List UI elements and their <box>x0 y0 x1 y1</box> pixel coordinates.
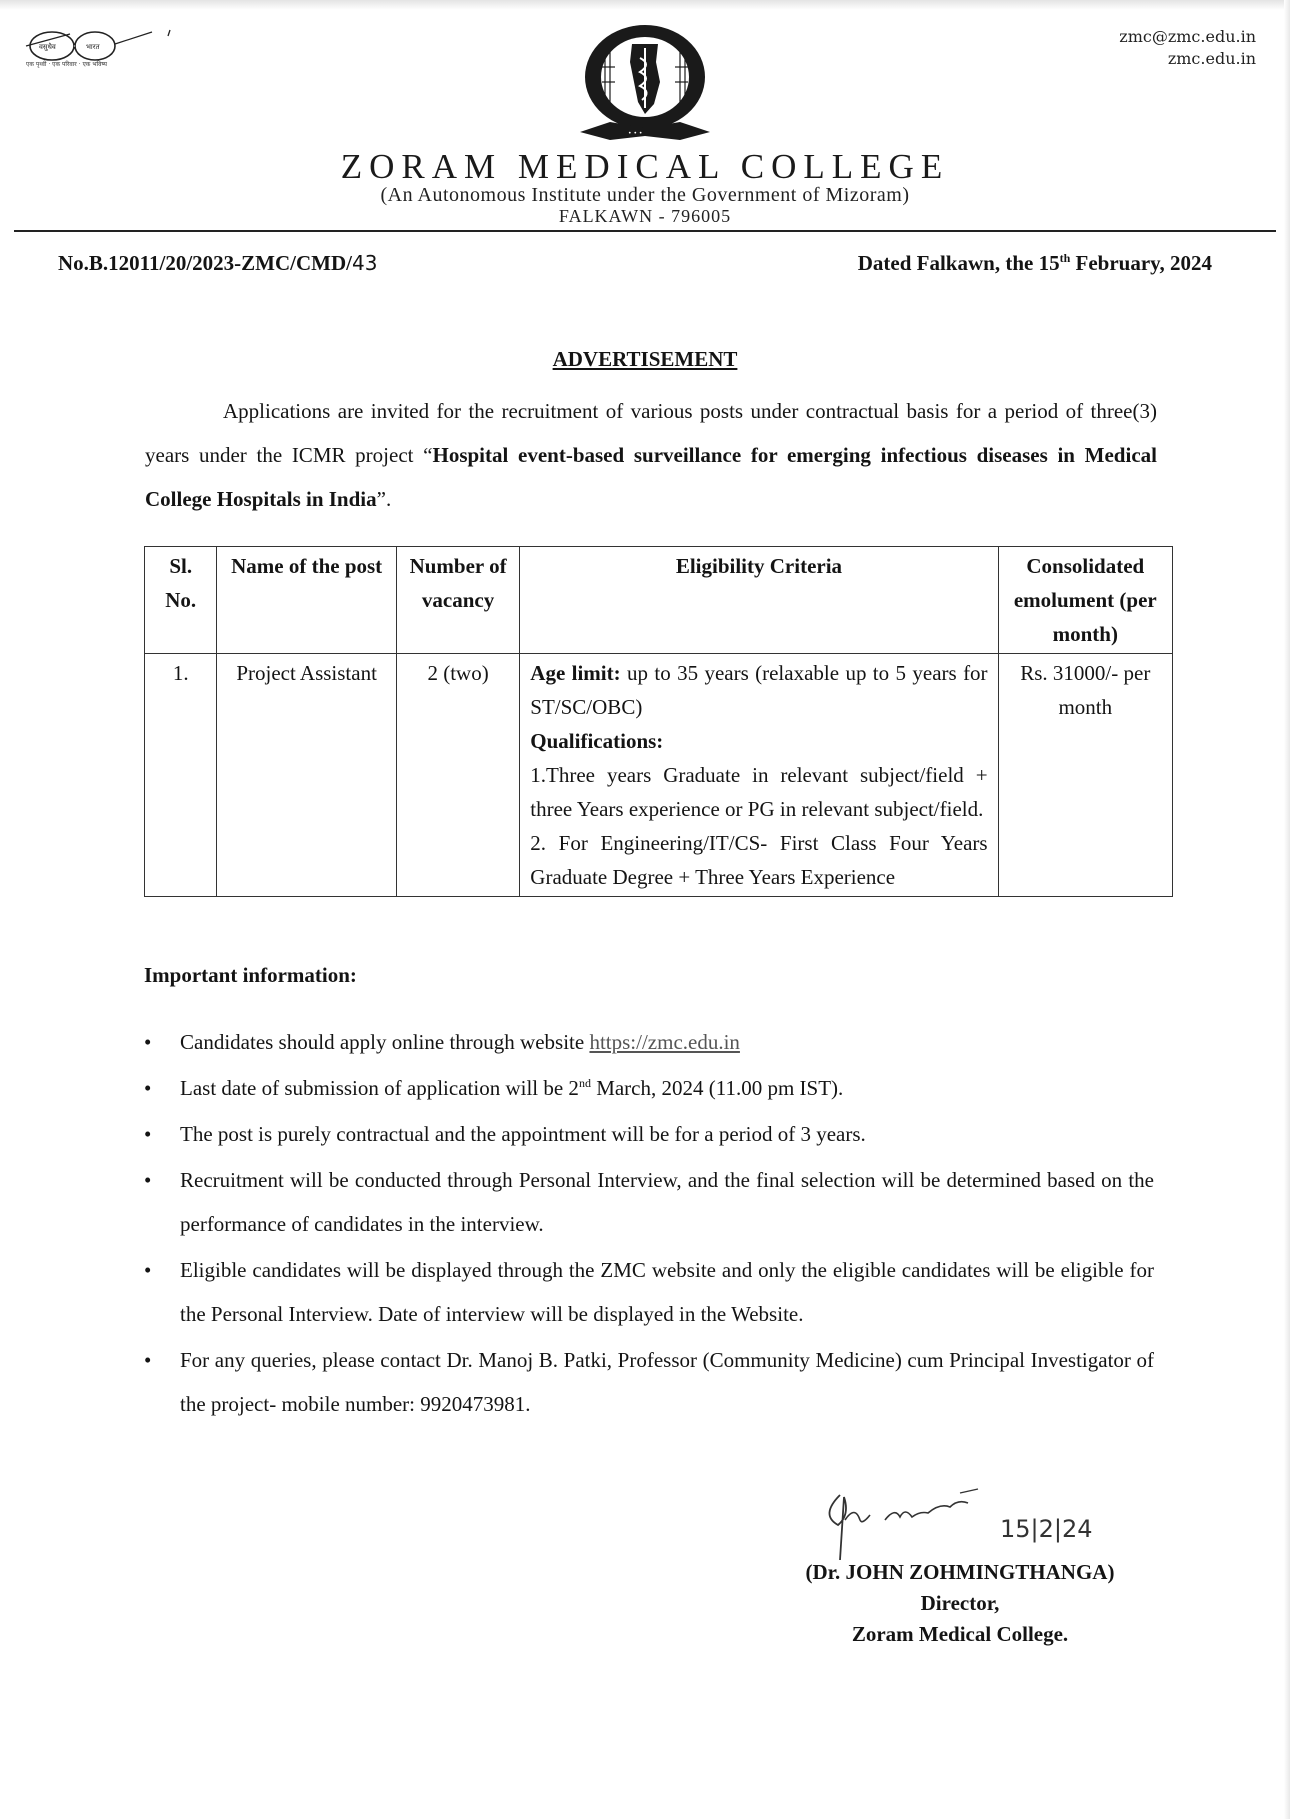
scan-edge-right <box>1284 0 1290 1819</box>
contact-email: zmc@zmc.edu.in <box>1119 27 1256 46</box>
qualification-item: 1.Three years Graduate in relevant subject/field + three Years experience or PG in relevant subject/field. <box>530 763 988 821</box>
bullet-icon: • <box>144 1348 152 1372</box>
age-limit-label: Age limit: <box>530 661 621 685</box>
contact-website: zmc.edu.in <box>1167 49 1256 68</box>
advertisement-intro <box>145 389 1157 521</box>
college-address: FALKAWN - 796005 <box>558 206 732 226</box>
header-eligibility: Eligibility Criteria <box>520 547 998 654</box>
bullet-icon: • <box>144 1258 152 1282</box>
signatory-block <box>740 1557 1180 1650</box>
bullet-icon: • <box>144 1168 152 1192</box>
scan-edge-top <box>0 0 1290 10</box>
emblem-caption: एक पृथ्वी · एक परिवार · एक भविष्य <box>26 61 108 68</box>
bullet-icon: • <box>144 1076 152 1100</box>
signatory-name: (Dr. JOHN ZOHMINGTHANGA) <box>805 1560 1115 1584</box>
cell-eligibility <box>520 654 998 897</box>
cell-post-name: Project Assistant <box>217 654 396 897</box>
college-name: ZORAM MEDICAL COLLEGE <box>340 147 950 186</box>
table-row <box>145 654 1173 897</box>
reference-number-text: No.B.12011/20/2023-ZMC/CMD/ <box>58 251 352 275</box>
reference-date <box>858 251 1212 276</box>
age-limit-text: up to 35 years (relaxable up to 5 years for ST/SC/OBC) <box>530 661 988 719</box>
g20-emblem-icon <box>22 26 172 76</box>
cell-vacancy: 2 (two) <box>396 654 519 897</box>
bullet-icon: • <box>144 1030 152 1054</box>
college-logo-icon <box>570 22 720 152</box>
emblem-left-text: वसुधैव <box>39 43 56 51</box>
header-vacancy: Number of vacancy <box>396 547 519 654</box>
date-suffix: February, 2024 <box>1070 251 1212 275</box>
list-item: • Recruitment will be conducted through Personal Interview, and the final selection will be determined based on the performance of candidates in the interview. <box>144 1158 1154 1246</box>
reference-number-handwritten: 43 <box>352 251 378 275</box>
college-subtitle: (An Autonomous Institute under the Government of Mizoram) <box>380 184 910 206</box>
date-sup: th <box>1059 251 1071 265</box>
header-sl-no: Sl. No. <box>145 547 217 654</box>
intro-end: ”. <box>376 487 392 511</box>
emblem-right-text: भारत <box>86 43 100 51</box>
age-limit <box>530 656 987 724</box>
project-title: Hospital event-based surveillance for emerging infectious diseases in Medical College Hospitals in India <box>145 443 1157 511</box>
list-item: • The post is purely contractual and the appointment will be for a period of 3 years. <box>144 1112 1154 1156</box>
important-info-list <box>144 1020 1154 1428</box>
cell-emolument: Rs. 31000/- per month <box>998 654 1172 897</box>
svg-text:• • •: • • • <box>628 130 643 137</box>
header-post-name: Name of the post <box>217 547 396 654</box>
list-item: • Candidates should apply online through website https://zmc.edu.in <box>144 1020 1154 1064</box>
signature-scribble-icon <box>800 1485 1140 1565</box>
advertisement-title: ADVERTISEMENT <box>552 347 738 371</box>
list-item: • Last date of submission of application will be 2nd March, 2024 (11.00 pm IST). <box>144 1066 1154 1110</box>
header-emolument: Consolidated emolument (per month) <box>998 547 1172 654</box>
qualification-item: 2. For Engineering/IT/CS- First Class Four Years Graduate Degree + Three Years Experience <box>530 831 988 889</box>
contact-block <box>1119 26 1256 70</box>
signature-date: 15|2|24 <box>1000 1515 1093 1543</box>
date-prefix: Dated Falkawn, the 15 <box>857 251 1060 275</box>
signatory-organization: Zoram Medical College. <box>851 1622 1069 1646</box>
bullet-icon: • <box>144 1122 152 1146</box>
reference-number <box>58 251 377 276</box>
important-info-title: Important information: <box>144 963 357 987</box>
list-item: • For any queries, please contact Dr. Manoj B. Patki, Professor (Community Medicine) cum Principal Investigator of the project- mobile number: 9920473981. <box>144 1338 1154 1426</box>
posts-table <box>144 546 1173 897</box>
table-header-row <box>145 547 1173 654</box>
list-item: • Eligible candidates will be displayed through the ZMC website and only the eligible candidates will be eligible for the Personal Interview. Date of interview will be displayed in the Website. <box>144 1248 1154 1336</box>
qualifications-label: Qualifications: <box>530 729 664 753</box>
letterhead-divider <box>14 230 1276 232</box>
signatory-designation: Director, <box>920 1591 1000 1615</box>
intro-plain: Applications are invited for the recruitment of various posts under contractual basis for a period of three(3) years under the ICMR project “ <box>145 399 1157 467</box>
cell-sl-no: 1. <box>145 654 217 897</box>
apply-website-link[interactable]: https://zmc.edu.in <box>589 1030 740 1054</box>
